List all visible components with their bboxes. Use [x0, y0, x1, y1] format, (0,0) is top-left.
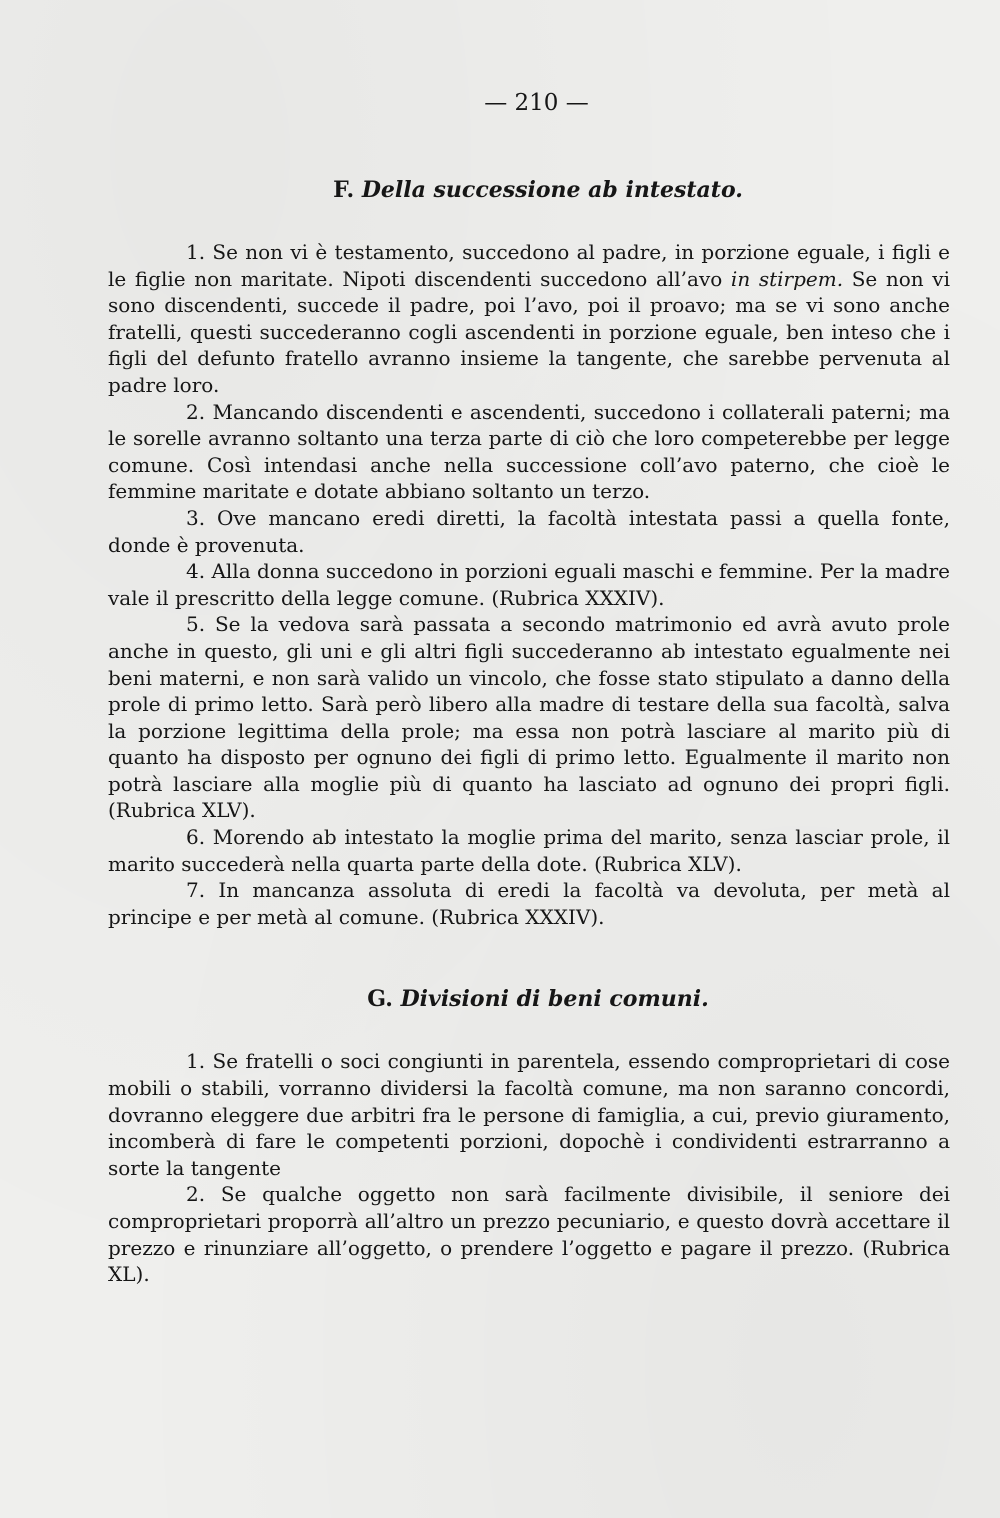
- section-f-paragraph-1: [108, 239, 950, 399]
- section-f-paragraph-4: 4. Alla donna succedono in porzioni eguali maschi e femmine. Per la madre vale il prescritto della legge comune. (Rubrica XXXIV).: [108, 559, 950, 610]
- section-f-heading: [108, 175, 950, 205]
- section-f: [108, 175, 950, 930]
- section-f-paragraph-7: 7. In mancanza assoluta di eredi la facoltà va devoluta, per metà al principe e per metà al comune. (Rubrica XXXIV).: [108, 878, 950, 929]
- section-g-heading: [108, 984, 950, 1014]
- section-g-title: Divisioni di beni comuni.: [400, 986, 709, 1013]
- section-f-paragraph-1-text-b: Se non vi sono discendenti, succede il padre, poi l’avo, poi il proavo; ma se vi sono anche fratelli, questi succederanno cogli ascendenti in porzione eguale, ben inteso che i figli del defunto fratello avranno insieme la tangente, che sarebbe pervenuta al padre loro.: [108, 266, 951, 397]
- section-g: [108, 984, 950, 1287]
- section-f-paragraph-1-italic: in stirpem.: [730, 266, 844, 291]
- section-f-paragraph-2: 2. Mancando discendenti e ascendenti, succedono i collaterali paterni; ma le sorelle avranno soltanto una terza parte di ciò che loro competerebbe per legge comune. Così intendasi anche nella successione coll’avo paterno, che cioè le femmine maritate e dotate abbiano soltanto un terzo.: [108, 399, 950, 504]
- page-number: — 210 —: [484, 90, 589, 116]
- section-f-paragraph-1-text-a: 1. Se non vi è testamento, succedono al padre, in porzione eguale, i figli e le figlie non maritate. Nipoti discendenti succedono all’avo: [108, 240, 950, 291]
- section-g-paragraph-1: 1. Se fratelli o soci congiunti in parentela, essendo comproprietari di cose mobili o stabili, vorranno dividersi la facoltà comune, ma non saranno concordi, dovranno eleggere due arbitri fra le persone di famiglia, a cui, previo giuramento, incomberà di fare le competenti porzioni, dopochè i condividenti estrarranno a sorte la tangente: [108, 1049, 950, 1180]
- section-f-title: Della successione ab intestato.: [361, 177, 743, 203]
- section-f-label: F.: [333, 177, 355, 203]
- section-f-paragraph-6: 6. Morendo ab intestato la moglie prima del marito, senza lasciar prole, il marito succederà nella quarta parte della dote. (Rubrica XLV).: [108, 825, 950, 876]
- section-f-paragraph-5: 5. Se la vedova sarà passata a secondo matrimonio ed avrà avuto prole anche in questo, gli uni e gli altri figli succederanno ab intestato egualmente nei beni materni, e non sarà valido un vincolo, che fosse stato stipulato a danno della prole di primo letto. Sarà però libero alla madre di testare della sua facoltà, salva la porzione legittima della prole; ma essa non potrà lasciare al marito più di quanto ha disposto per ognuno dei figli di primo letto. Egualmente il marito non potrà lasciare alla moglie più di quanto ha lasciato ad ognuno dei propri figli. (Rubrica XLV).: [108, 612, 950, 823]
- section-g-paragraph-2: 2. Se qualche oggetto non sarà facilmente divisibile, il seniore dei comproprietari proporrà all’altro un prezzo pecuniario, e questo dovrà accettare il prezzo e rinunziare all’oggetto, o prendere l’oggetto e pagare il prezzo. (Rubrica XL).: [108, 1182, 950, 1287]
- section-f-paragraph-3: 3. Ove mancano eredi diretti, la facoltà intestata passi a quella fonte, donde è provenuta.: [108, 505, 950, 557]
- section-g-label: G.: [367, 986, 393, 1013]
